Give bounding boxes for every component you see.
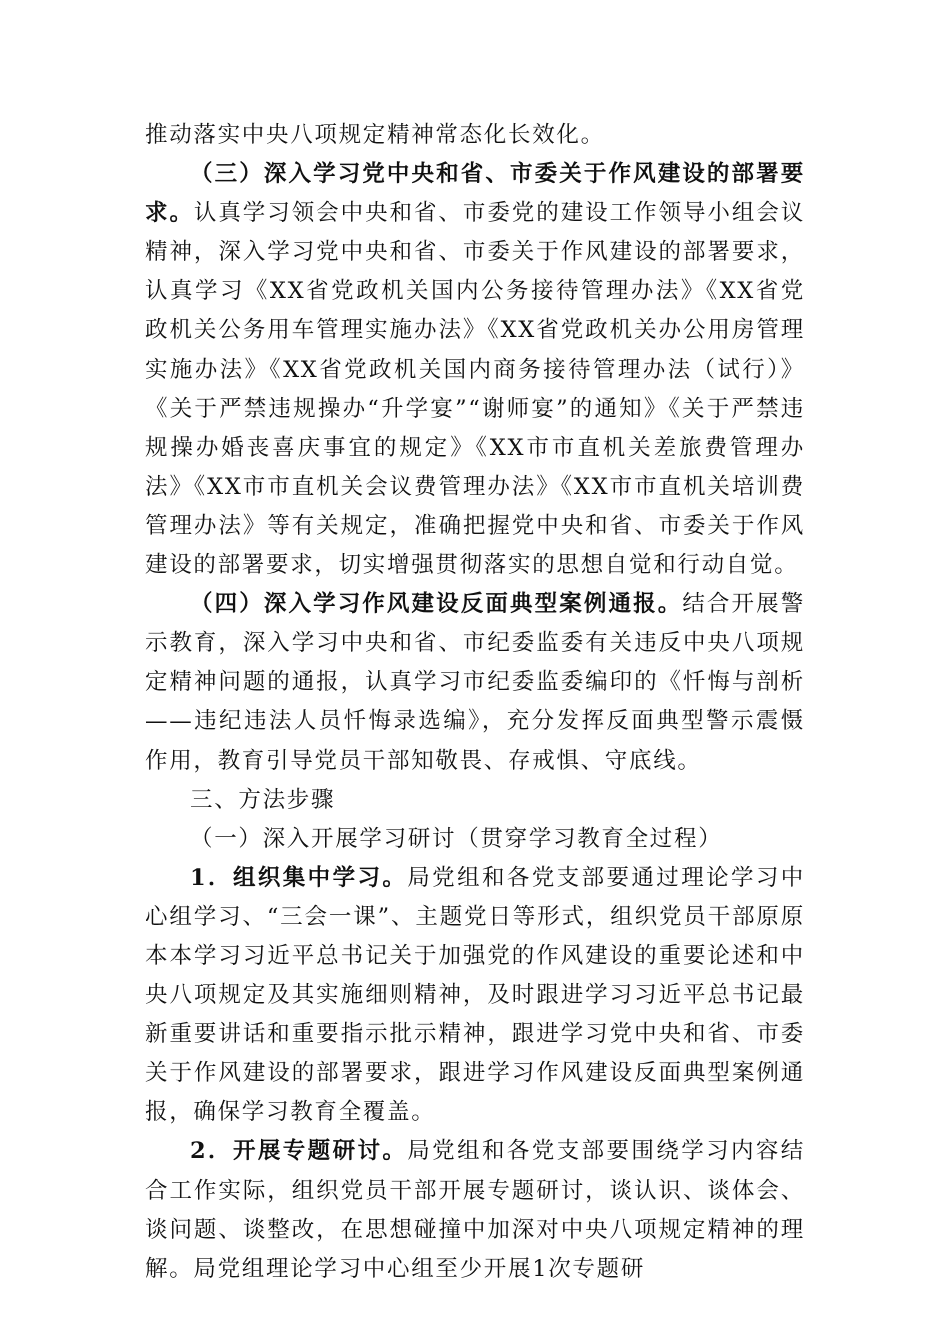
- item-2-body: 局党组和各党支部要围绕学习内容结合工作实际，组织党员干部开展专题研讨，谈认识、谈体会、谈问题、谈整改，在思想碰撞中加深对中央八项规定精神的理解。局党组理论学习中心组至少开展1次专题研: [145, 1138, 805, 1282]
- paragraph-section-4: [145, 585, 805, 780]
- section-3-lead: （三）深入学习党中央和省、市委关于作风建设的部署要求。: [145, 161, 805, 227]
- item-2-lead: 2．开展专题研讨。: [190, 1138, 408, 1165]
- section-4-body: 结合开展警示教育，深入学习中央和省、市纪委监委有关违反中央八项规定精神问题的通报，认真学习市纪委监委编印的《忏悔与剖析——违纪违法人员忏悔录选编》，充分发挥反面典型警示震慑作用，教育引导党员干部知敬畏、存戒惧、守底线。: [145, 591, 805, 774]
- section-4-lead: （四）深入学习作风建设反面典型案例通报。: [190, 591, 683, 618]
- paragraph-item-2: [145, 1132, 805, 1288]
- item-1-lead: 1．组织集中学习。: [190, 864, 408, 891]
- heading-methods: 三、方法步骤: [190, 786, 336, 813]
- section-3-body: 认真学习领会中央和省、市委党的建设工作领导小组会议精神，深入学习党中央和省、市委关于作风建设的部署要求，认真学习《XX省党政机关国内公务接待管理办法》《XX省党政机关公务用车管理实施办法》《XX省党政机关办公用房管理实施办法》《XX省党政机关国内商务接待管理办法（试行）》《关于严禁违规操办“升学宴”“谢师宴”的通知》《关于严禁违规操办婚丧喜庆事宜的规定》《XX市市直机关差旅费管理办法》《XX市市直机关会议费管理办法》《XX市市直机关培训费管理办法》等有关规定，准确把握党中央和省、市委关于作风建设的部署要求，切实增强贯彻落实的思想自觉和行动自觉。: [145, 200, 805, 579]
- item-1-body: 局党组和各党支部要通过理论学习中心组学习、“三会一课”、主题党日等形式，组织党员干部原原本本学习习近平总书记关于加强党的作风建设的重要论述和中央八项规定及其实施细则精神，及时跟进学习习近平总书记最新重要讲话和重要指示批示精神，跟进学习党中央和省、市委关于作风建设的部署要求，跟进学习作风建设反面典型案例通报，确保学习教育全覆盖。: [145, 864, 805, 1126]
- document-page: [145, 116, 805, 1289]
- paragraph-continuation: 推动落实中央八项规定精神常态化长效化。: [145, 122, 605, 148]
- paragraph-section-3: [145, 155, 805, 585]
- paragraph-item-1: [145, 859, 805, 1133]
- subheading-study-discussion: （一）深入开展学习研讨（贯穿学习教育全过程）: [190, 825, 723, 852]
